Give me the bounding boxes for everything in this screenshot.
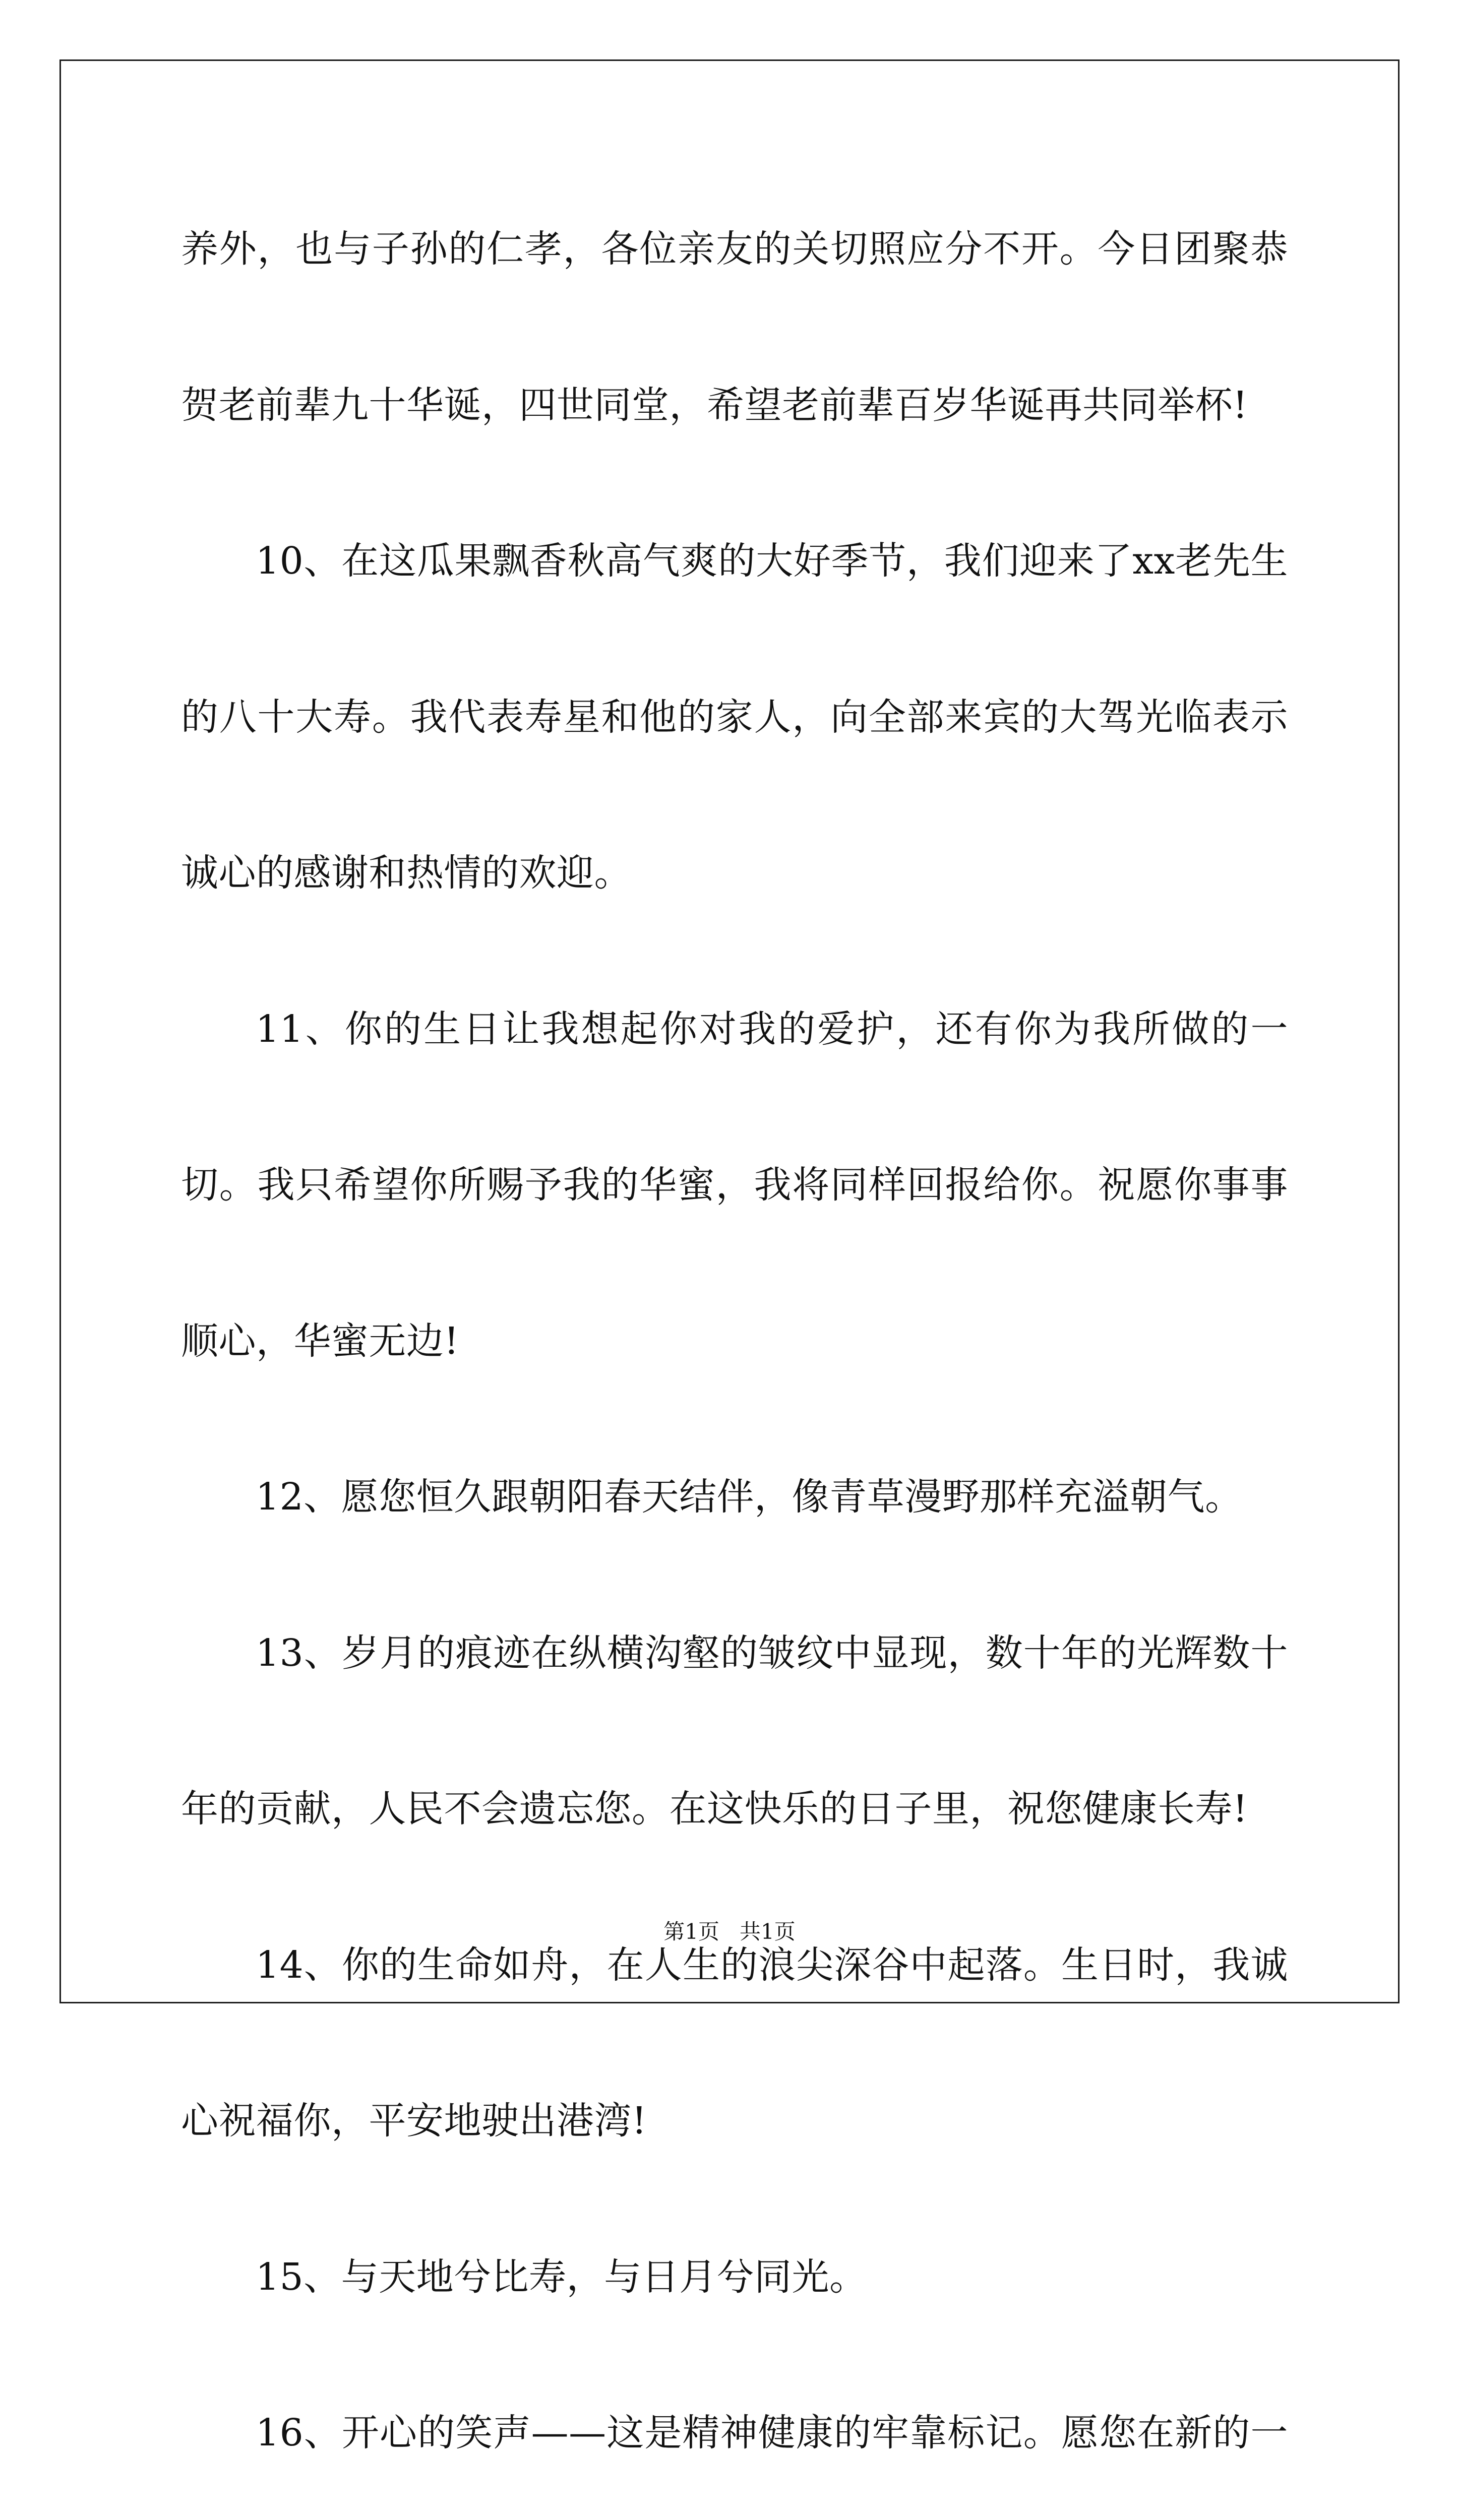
paragraph-13: 13、岁月的痕迹在纵横沟壑的皱纹中显现，数十年的光辉数十年的贡献，人民不会遗忘您。在这快乐的日子里，祝您健康长寿! [181, 1631, 1288, 1831]
paragraph-10: 10、在这瓜果飘香秋高气爽的大好季节，我们迎来了xx老先生的八十大寿。我代表寿星和他的家人，向全部来宾的大驾光临表示诚心的感谢和热情的欢迎。 [181, 539, 1288, 895]
page-number: 第1页 [663, 1919, 719, 1944]
paragraph-11: 11、你的生日让我想起你对我的爱护，还有你为我所做的一切。我只希望你所赐予我的华蜜，我将同样回报给你。祝愿你事事顺心，华蜜无边! [181, 1007, 1288, 1363]
page-footer [0, 1915, 1459, 1945]
paragraph-16: 16、开心的笑声——这是精神健康的牢靠标记。愿您在新的一 [256, 2411, 1288, 2454]
paragraph-continuation: 养外，也与子孙的仁孝，各位亲友的关切照应分不开。今日团聚恭贺老前辈九十华诞，四世同堂，希望老前辈百岁华诞再共同举杯! [181, 227, 1288, 427]
paragraph-12: 12、愿您恒久跟朝阳春天结伴，像青草漫野那样充溢朝气。 [256, 1475, 1243, 1519]
paragraph-14: 14、你的生命如舟，在人生的浪尖深谷中起落。生日时，我诚心祝福你，平安地驶出港湾! [181, 1943, 1288, 2143]
document-body [181, 171, 1288, 2520]
page-total: 共1页 [740, 1919, 796, 1944]
paragraph-15: 15、与天地兮比寿，与日月兮同光。 [256, 2255, 867, 2299]
